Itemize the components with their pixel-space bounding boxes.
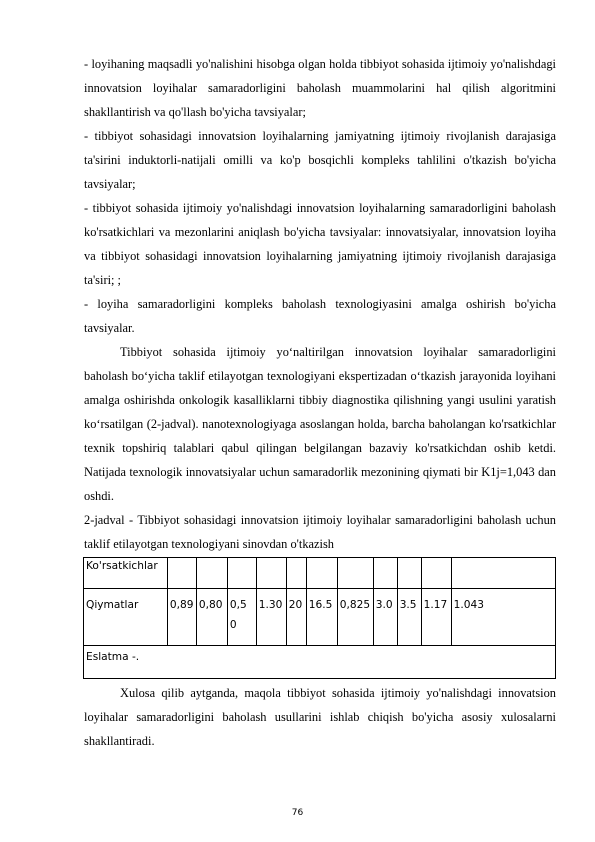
table-cell — [227, 558, 256, 589]
table-cell — [421, 558, 451, 589]
paragraph-recommendation-1: - loyihaning maqsadli yo'nalishini hisobga olgan holda tibbiyot sohasida ijtimoiy yo'nalishdagi innovatsion loyihalar samaradorligini baholash muammolarini hal qilish algoritmini shakllantirish va qo'llash bo'yicha tavsiyalar; — [84, 57, 556, 119]
table-cell — [373, 558, 397, 589]
paragraph-conclusion: Xulosa qilib aytganda, maqola tibbiyot sohasida ijtimoiy yo'nalishdagi innovatsion loyihalar samaradorligini baholash usullarini ishlab chiqish bo'yicha asosiy xulosalarni shakllantiradi. — [84, 686, 556, 748]
table-value-cell: 3.5 — [397, 589, 421, 646]
page-number: 76 — [291, 808, 304, 818]
paragraph-recommendation-3: - tibbiyot sohasida ijtimoiy yo'nalishdagi innovatsion loyihalarning samaradorligini baholash ko'rsatkichlari va mezonlarini aniqlash bo'yicha tavsiyalar: innovatsiyalar, innovatsion loyiha va tibbiyot sohasidagi innovatsion loyihalarning jamiyatning ijtimoiy rivojlanish darajasiga ta'siri; ; — [84, 201, 556, 287]
paragraph-main-text: Tibbiyot sohasida ijtimoiy yo‘naltirilgan innovatsion loyihalar samaradorligini baholash bo‘yicha taklif etilayotgan texnologiyani ekspertizadan o‘tkazish jarayonida loyihani amalga oshirishda onkologik kasalliklarni tibbiy diagnostika qilishning yangi usulini yaratish ko‘rsatilgan (2-jadval). nanotexnologiyaga asoslangan holda, barcha baholangan ko'rsatkichlar texnik topshiriq talablari qabul qilingan belgilangan bazaviy ko'rsatkichdan oshib ketdi. Natijada texnologik innovatsiyalar uchun samaradorlik mezonining qiymati bir K1j=1,043 dan oshdi. — [84, 345, 556, 503]
paragraph-recommendation-4: - loyiha samaradorligini kompleks baholash texnologiyasini amalga oshirish bo'yicha tavsiyalar. — [84, 297, 556, 335]
table-value-cell: 16.5 — [306, 589, 337, 646]
table-value-cell: 0,5 0 — [227, 589, 256, 646]
table-row — [84, 558, 556, 589]
table-cell — [167, 558, 196, 589]
table-value-cell: 1.17 — [421, 589, 451, 646]
table-note: Eslatma -. — [84, 646, 556, 679]
table-cell — [397, 558, 421, 589]
table-cell — [286, 558, 306, 589]
table-value-cell: 20 — [286, 589, 306, 646]
table-caption: 2-jadval - Tibbiyot sohasidagi innovatsion ijtimoiy loyihalar samaradorligini baholash uchun taklif etilayotgan texnologiyani sinovdan o'tkazish — [84, 513, 556, 551]
table-values-label: Qiymatlar — [84, 589, 168, 646]
table-value-cell: 0,89 — [167, 589, 196, 646]
table-row — [84, 589, 556, 646]
table-cell — [451, 558, 555, 589]
table-value-cell: 1.043 — [451, 589, 555, 646]
table-value-cell: 0,825 — [337, 589, 373, 646]
table-cell — [196, 558, 227, 589]
document-body — [84, 52, 556, 753]
table-cell — [337, 558, 373, 589]
results-table — [83, 557, 556, 679]
table-cell — [256, 558, 286, 589]
paragraph-recommendation-2: - tibbiyot sohasidagi innovatsion loyihalarning jamiyatning ijtimoiy rivojlanish darajasiga ta'sirini induktorli-natijali omilli va ko'p bosqichli kompleks tahlilini o'tkazish bo'yicha tavsiyalar; — [84, 129, 556, 191]
table-value-cell: 1.30 — [256, 589, 286, 646]
table-value-cell: 0,80 — [196, 589, 227, 646]
table-header-label: Ko'rsatkichlar — [84, 558, 168, 589]
table-cell — [306, 558, 337, 589]
table-value-cell: 3.0 — [373, 589, 397, 646]
table-row — [84, 646, 556, 679]
